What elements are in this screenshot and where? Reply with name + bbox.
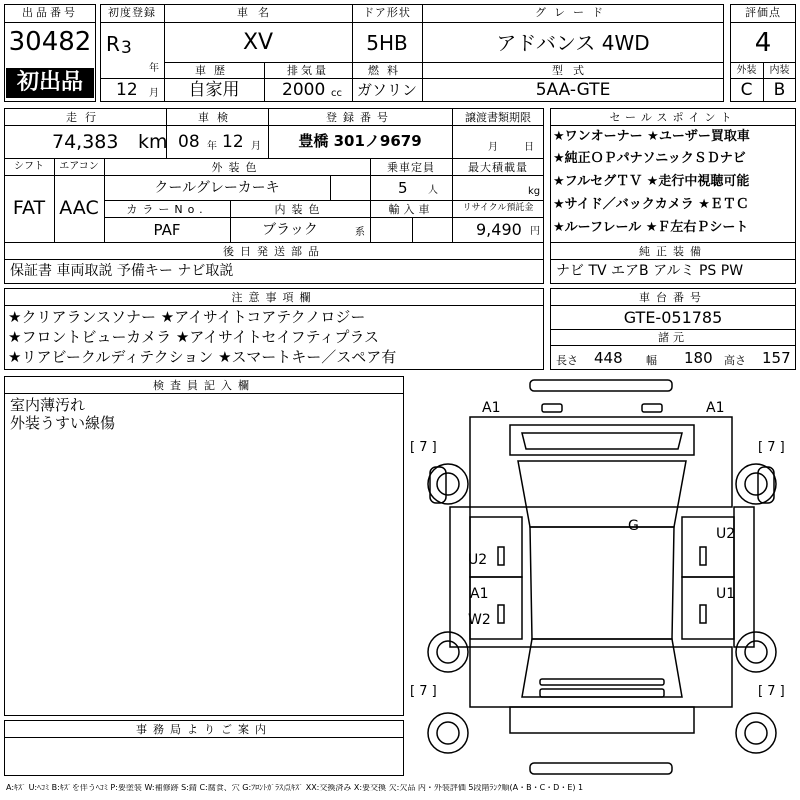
transfer-day-unit: 日 bbox=[524, 142, 534, 153]
color-no-label: カラーNo. bbox=[126, 203, 208, 216]
displacement-unit: cc bbox=[331, 88, 342, 99]
later-parts-label: 後日発送部品 bbox=[223, 245, 325, 258]
displacement-label: 排気量 bbox=[287, 64, 329, 77]
door-type: 5HB bbox=[366, 31, 408, 55]
reg-month: 12 bbox=[116, 80, 138, 100]
tire-rear-left: [ 7 ] bbox=[410, 684, 437, 699]
equipment-items: ナビ TV エアB アルミ PS PW bbox=[556, 263, 744, 279]
shift: FAT bbox=[12, 197, 46, 219]
notes-label: 注意事項欄 bbox=[231, 291, 317, 304]
exterior-label: 外装 bbox=[736, 65, 757, 76]
import-label: 輸入車 bbox=[388, 203, 434, 216]
interior-color-unit: 系 bbox=[355, 227, 365, 238]
displacement: 2000 bbox=[282, 80, 326, 100]
windshield-damage: G bbox=[628, 518, 639, 534]
score-label: 評価点 bbox=[745, 6, 781, 19]
car-damage-diagram bbox=[410, 377, 794, 761]
damage-legend: A:ｷｽﾞ U:ﾍｺﾐ B:ｷｽﾞを伴うﾍｺﾐ P:要塗装 W:補修跡 S:錆 C:腐食、穴 G:ﾌﾛﾝﾄｶﾞﾗｽ点ｷｽﾞ XX:交換済み X:要交換 欠:欠品 内・外装評価 5段階ﾗﾝｸ順(A・B・C・D・E) 1 bbox=[6, 784, 584, 792]
sales-point-line: ★純正ＯＰパナソニックＳＤナビ bbox=[553, 151, 746, 166]
first-reg-label: 初度登録 bbox=[108, 6, 156, 19]
length: 448 bbox=[594, 349, 623, 367]
height-label: 高さ bbox=[724, 354, 746, 367]
notes-line: ★クリアランスソナー ★アイサイトコアテクノロジー bbox=[8, 308, 366, 326]
left-rear-door-damage-2: W2 bbox=[468, 612, 491, 628]
sales-point-line: ★ワンオーナー ★ユーザー買取車 bbox=[553, 129, 750, 144]
width-label: 幅 bbox=[646, 354, 657, 367]
tire-front-right: [ 7 ] bbox=[758, 440, 785, 455]
inspection-month-unit: 月 bbox=[251, 141, 261, 152]
right-front-door-damage: U2 bbox=[716, 526, 736, 542]
right-rear-door-damage: U1 bbox=[716, 586, 736, 602]
color-label: 外装色 bbox=[211, 161, 263, 174]
mileage-label: 走行 bbox=[66, 111, 104, 124]
inspection-label: 車検 bbox=[198, 111, 236, 124]
chassis-number: GTE-051785 bbox=[623, 308, 723, 327]
fuel-label: 燃料 bbox=[368, 64, 406, 77]
load-unit: kg bbox=[528, 186, 541, 197]
shift-label: シフト bbox=[14, 161, 44, 172]
plate-label: 登録番号 bbox=[326, 111, 394, 124]
inspector-label: 検査員記入欄 bbox=[153, 379, 255, 392]
color-no: PAF bbox=[153, 221, 181, 239]
capacity-unit: 人 bbox=[428, 185, 438, 196]
later-parts: 保証書 車両取説 予備キー ナビ取説 bbox=[10, 263, 234, 279]
exterior-color: クールグレーカーキ bbox=[154, 180, 280, 196]
lot-label: 出品番号 bbox=[22, 6, 78, 19]
interior-color: ブラック bbox=[262, 222, 318, 238]
era-letter: R bbox=[106, 32, 120, 56]
transfer-label: 譲渡書類期限 bbox=[465, 111, 531, 124]
model: 5AA-GTE bbox=[535, 80, 611, 100]
year-unit: 年 bbox=[149, 63, 159, 74]
month-unit: 月 bbox=[149, 88, 159, 99]
office-label: 事務局よりご案内 bbox=[136, 723, 272, 736]
grade: アドバンス 4WD bbox=[496, 31, 650, 55]
score: 4 bbox=[754, 28, 772, 58]
sales-point-line: ★フルセグＴＶ ★走行中視聴可能 bbox=[553, 174, 750, 189]
recycle-label: リサイクル預託金 bbox=[462, 203, 534, 213]
left-rear-door-damage-1: A1 bbox=[470, 586, 489, 602]
interior-label: 内装 bbox=[769, 65, 790, 76]
exterior-grade: C bbox=[740, 80, 753, 100]
width: 180 bbox=[684, 349, 713, 367]
fuel: ガソリン bbox=[356, 81, 417, 99]
model-label: 型式 bbox=[552, 64, 594, 77]
recycle-unit: 円 bbox=[530, 226, 540, 237]
left-front-door-damage: U2 bbox=[468, 552, 488, 568]
notes-line: ★リアビークルディテクション ★スマートキー／スペア有 bbox=[8, 348, 397, 366]
car-outline-svg bbox=[410, 377, 794, 777]
recycle-amount: 9,490 bbox=[476, 220, 522, 239]
inspector-line: 外装うすい線傷 bbox=[10, 414, 116, 432]
car-name: XV bbox=[242, 30, 274, 55]
sales-points-label: セールスポイント bbox=[609, 111, 737, 124]
front-left-damage: A1 bbox=[482, 400, 501, 416]
aircon-label: エアコン bbox=[59, 161, 99, 172]
era-year: 3 bbox=[121, 38, 132, 58]
history: 自家用 bbox=[188, 80, 240, 100]
interior-color-label: 内装色 bbox=[274, 203, 326, 216]
mileage: 74,383 bbox=[52, 131, 119, 153]
lot-number: 30482 bbox=[8, 27, 92, 57]
notes-line: ★フロントビューカメラ ★アイサイトセイフティプラス bbox=[8, 328, 379, 346]
interior-grade: B bbox=[773, 80, 786, 100]
grade-label: グレード bbox=[535, 6, 611, 19]
load-label: 最大積載量 bbox=[468, 161, 528, 174]
capacity: 5 bbox=[398, 179, 408, 197]
sales-point-line: ★ルーフレール ★Ｆ左右Ｐシート bbox=[553, 220, 749, 235]
inspection-year-unit: 年 bbox=[207, 141, 217, 152]
inspection-year: 08 bbox=[178, 132, 200, 152]
tire-rear-right: [ 7 ] bbox=[758, 684, 785, 699]
front-right-damage: A1 bbox=[706, 400, 725, 416]
first-listing-badge: 初出品 bbox=[6, 68, 94, 98]
plate-number: 豊橋 301ノ9679 bbox=[298, 132, 422, 150]
equipment-label: 純正装備 bbox=[639, 245, 707, 258]
car-name-label: 車名 bbox=[237, 6, 279, 19]
aircon: AAC bbox=[59, 197, 99, 219]
history-label: 車歴 bbox=[195, 64, 233, 77]
height: 157 bbox=[762, 349, 791, 367]
specs-label: 諸元 bbox=[658, 331, 688, 344]
mileage-unit: km bbox=[138, 131, 168, 153]
inspector-line: 室内薄汚れ bbox=[10, 396, 86, 414]
sales-point-line: ★サイド／バックカメラ ★ＥＴＣ bbox=[553, 197, 749, 212]
transfer-month-unit: 月 bbox=[488, 142, 498, 153]
length-label: 長さ bbox=[556, 354, 578, 367]
tire-front-left: [ 7 ] bbox=[410, 440, 437, 455]
inspection-month: 12 bbox=[222, 132, 244, 152]
capacity-label: 乗車定員 bbox=[387, 161, 435, 174]
door-label: ドア形状 bbox=[363, 6, 411, 19]
chassis-label: 車台番号 bbox=[639, 291, 707, 304]
